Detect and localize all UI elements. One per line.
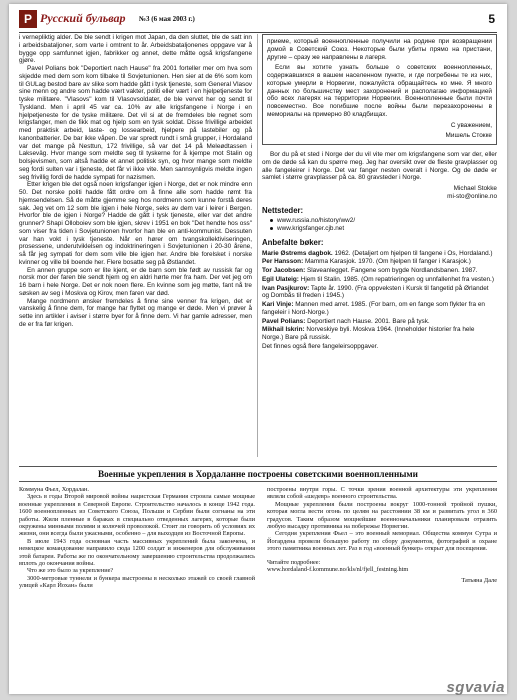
left-paragraph: En annen gruppe som er lite kjent, er de barn som ble født av russisk far og norsk mor der faren ble sendt hjem og en aldri hørte mer fra ham. Der vet jeg om 16 barn i hele Norge. Det er nok noen flere. En kvinne som jeg møtte, fant nå tre søsken av seg i Moskva og Kirov, men faren var død. [19, 266, 252, 297]
page-header [19, 10, 497, 33]
article-headline: Военные укрепления в Хордаланне построены советскими военнопленными [19, 466, 497, 482]
left-paragraph: Pavel Polians bok "Deportiert nach Hause" fra 2001 forteller mer om hva som skjedde med dem som kom tilbake til Sovjetunionen. Hen sier at de 6% som kom til GULag bestod bare av slike som hadde gått i tysk tjeneste, som General Vlasov sine menn og andre som hadde vært vakter, politi eller vært i en hjelpetjeneste for tyske militære. "Vlasovs" kom til Vlasovsoldater, de ble vervet her og sendt til Tyskland. Men i april 45 var ca. 10% av alle krigsfangene i Norge i en hjelpetjeneste for de tyske militære. Det vil si at de fremdeles ble regnet som krigsfanger, men de fikk mat og hjelp som en tysk soldat. Disse frivillige arbeidet med praktisk arbeid, laste- og lossearbeid, hjelpere på lastebiler og på kanonbatterier. De bar ikke våpen. De var spredt rundt i små grupper, i Hordaland var det mange på Nesttun, 172 frivillige, så var det 14 på Meleødtassen i Lakseväg. Hvor mange som meldte seg til tyskerne for å kjempe mot Stalin og bolsjevismen, som altså hadde et annet politisk syn, og hvor mange som meldte seg fordi sulten var i tjeneste, det får vi ikke vite. Men sannsynligvis meldte ingen seg frivillig fordi de hadde sympati for nazismen. [19, 65, 252, 181]
article-paragraph: В июле 1943 года основная часть массивных укреплений была закончена, и немецкое командование направило сюда 1200 солдат и инженеров для обслуживания этой батареи. Работы же по окончательному завершению строительства продолжались вплоть до окончания войны. [19, 537, 255, 568]
book-author: Tor Jacobsen: [262, 267, 306, 274]
books-heading: Anbefalte bøker: [262, 237, 324, 247]
page-number: 5 [488, 12, 495, 26]
article-paragraph: Сегодня укрепления Фьел – это военный мемориал. Общества коммун Сутра и Йогардена провели большую работу по сбору документов, фотографий и охране этого памятника военных лет. Раз в год «военный бункер» открыт для посещения. [267, 530, 497, 553]
book-details: Mannen med arret. 1985. (For barn, om en fange som flykter fra en fangeleir i Nord-Norge.) [262, 301, 485, 316]
books-note: Det finnes også flere fangeleirsoppgaver. [262, 342, 379, 350]
left-paragraph: i vernepliktig alder. De ble sendt i krigen mot Japan, da den sluttet, ble de satt inn i arbeidsbataljoner, som varte i omtrent to år. Arbeidsbataljonenes oppgave var å bygge opp samfunnet igjen, fabrikker og annet, dette måtte også krigsfangene gjøre. [19, 34, 252, 65]
right-paragraph: Bor du på et sted i Norge der du vil vite mer om krigsfangene som var der, eller om de døde så kan du spørre meg. Jeg har oversikt over de fleste gravplasser og alle fangeleirer i Norge. Det var fanger nesten overalt i Norge. Og de døde er samlet i større gravplasser på ca. 80 gravsteder i Norge. [262, 151, 497, 182]
letter-signature: Мишель Стокке [445, 132, 492, 140]
article-author: Татьяна Дале [461, 577, 497, 585]
book-details: Deportiert nach Hause. 2001. Bare på tysk. [305, 317, 430, 325]
book-details: Norveskiye byli. Moskva 1964. (Inneholder historier fra hele Norge.) Bare på russisk. [262, 326, 475, 341]
publication-name: Русский бульвар [40, 11, 126, 25]
article-question: Что же это было за укрепление? [27, 567, 114, 575]
article-place: Коммуна Фьел, Хордалан. [19, 486, 90, 493]
publication-logo: P [19, 10, 37, 28]
letter-paragraph: приеме, который военнопленные получили на родине при возвращении домой в Советский Союз. Некоторые были убиты прямо на пристани, другие – сразу же направлены в лагеря. [267, 38, 492, 61]
book-author: Marie Østrems dagbok. [262, 249, 333, 257]
author-name: Michael Stokke [453, 185, 497, 192]
read-more-label: Читайте подробнее: [267, 558, 321, 566]
article-paragraph: построены внутри горы. С точки зрения военной архитектуры эти укрепления являли собой «шедевр» военного строительства. [267, 486, 497, 501]
left-paragraph: Etter krigen ble det også noen krigsfanger igjen i Norge, det er nok mindre enn 50. Det norske politi hadde fått ordre om å finne alle som hadde rømt fra hjemsendelsen. Så de måtte gjemme seg hos nordmenn som kunne forstå deres sak. Jeg vet om 12 som ble igjen i hele Norge, seks av dem var i leirer i Bergen. Hvorfor ble de igjen i Norge? Hadde de gått i tysk tjeneste, eller var det andre grunner? Shapi Olloboiev som ble igjen, skrev i 1951 en bok "Det hendte hos oss" som viser fra tiden i Sovjetunionen hvorfor han ble en anti-kommunist. Dessuten var han vokt i tysk tjeneste. Når en hører om tvangskollektiviseringen, prosessene, underutviklelsen og indoktrineringen i Sovjetunionen i 20-30 årene, så får jeg sympati for dem som ville ble igjen her. Andre ble forelsket i norske kvinner og ville bli boende her. Flere bosatte seg på Østlandet. [19, 181, 252, 266]
article-paragraph: Мощные укрепления были построены вокруг 1000-тонной тройной пушки, которая могла вести огонь по целям на расстоянии 38 км и развитать угол в 360 градусов. Таким образом мощнейшие военноначальники планировали отразить любую высадку противника на побережье Норвегии. [267, 500, 497, 531]
article-right-column [267, 486, 497, 690]
book-entry [262, 250, 497, 258]
websites-heading: Nettsteder: [262, 205, 304, 215]
website-link[interactable] [270, 225, 497, 233]
article-paragraph: 3000-метровые туннели и бункера выстроены в несколько этажей со своей главной улицей «Карл Йохан» были [19, 574, 255, 590]
watermark-text: sgvavia [446, 679, 505, 696]
letter-paragraph: Если вы хотите узнать больше о советских военнопленных, содержавшихся в вашем населенном пункте, и где погребены те из них, которые умерли в Норвегии, пожалуйста обращайтесь ко мне. Я много данных по большинству мест захоронений и располагаю информацией обо всех лагерях на территории Норвегии. Военнопленные были почти повсеместно. Все погибшие после войны были перезахоронены в мемориалы на примерно 80 кладбищах. [267, 64, 492, 118]
website-link-text[interactable]: www.krigsfanger.cjb.net [277, 225, 345, 232]
book-entry [262, 258, 497, 266]
column-divider [257, 34, 258, 457]
book-details: Hjem til Stalin. 1985. (Om repatrieringen og unnfallenhet fra vesten.) [298, 275, 494, 283]
article-paragraph: Здесь в годы Второй мировой войны нацистская Германия строила самые мощные военные укрепления в Северной Европе. Строительство началось в конце 1942 года. 1600 военнопленных из Советского Союза, Польши и Сербии были согнаны на эти работы. Жили пленные в бараках в специально отведенных лагерях, которые были окружены минными полями и колючей проволокой. Стоит ли говорить об условиях их жизни, они всегда были ужасными, особенно – для выходцев из Восточной Европы. [19, 493, 255, 538]
left-column [19, 34, 252, 457]
author-email[interactable]: mi-sto@online.no [447, 192, 497, 200]
left-paragraph: Mange nordmenn ønsker fremdeles å finne sine venner fra krigen, det er vanskelig å finne dem, for mange har flyttet og mange er døde. Men vi prøver å sette inn artikler i aviser i større byer for å finne dem. Vi har gamle adresser, men de er fra før krigen. [19, 297, 252, 328]
book-entry [262, 326, 497, 342]
book-author: Ivan Pasjkurov: [262, 284, 310, 292]
book-entry [262, 267, 497, 275]
book-author: Per Hansson: [262, 258, 304, 266]
book-entry [262, 276, 497, 284]
book-author: Mikhail Iskrin: [262, 326, 305, 334]
book-entry [262, 285, 497, 301]
book-details: 1962. (Detaljert om hjelpen til fangene i Os, Hordaland.) [332, 249, 493, 257]
bullet-icon [270, 227, 273, 230]
book-details: Slaveanlegget. Fangene som bygde Nordlandsbanen. 1987. [305, 267, 478, 274]
article-left-column [19, 486, 255, 690]
book-author: Egil Ulateig: [262, 275, 299, 283]
book-author: Pavel Polians: [262, 317, 306, 325]
website-link-text[interactable]: www.russia.no/history/ww2/ [277, 217, 356, 225]
book-author: Kari Vinje: [262, 301, 294, 308]
bullet-icon [270, 219, 273, 222]
letter-closing: С уважением, [450, 121, 492, 129]
book-details: Tapte år. 1990. (Fra oppveksten i Kursk til fangetid på Ørlandet og Dombås til freden i 1945.) [262, 284, 489, 300]
right-column [262, 34, 497, 457]
book-entry [262, 318, 497, 326]
book-details: Mamma Karasjok. 1970. (Om hjelpen til fanger i Karasjok.) [303, 258, 471, 266]
issue-info: №3 (6 мая 2003 г.) [139, 15, 195, 23]
read-more-link[interactable]: www.hordaland-f.kommune.no/kls/nl/fjell_festning.htm [267, 566, 409, 574]
website-link[interactable] [270, 217, 497, 225]
russian-letter-box [262, 34, 497, 145]
newspaper-page [9, 4, 507, 694]
book-entry [262, 301, 497, 317]
